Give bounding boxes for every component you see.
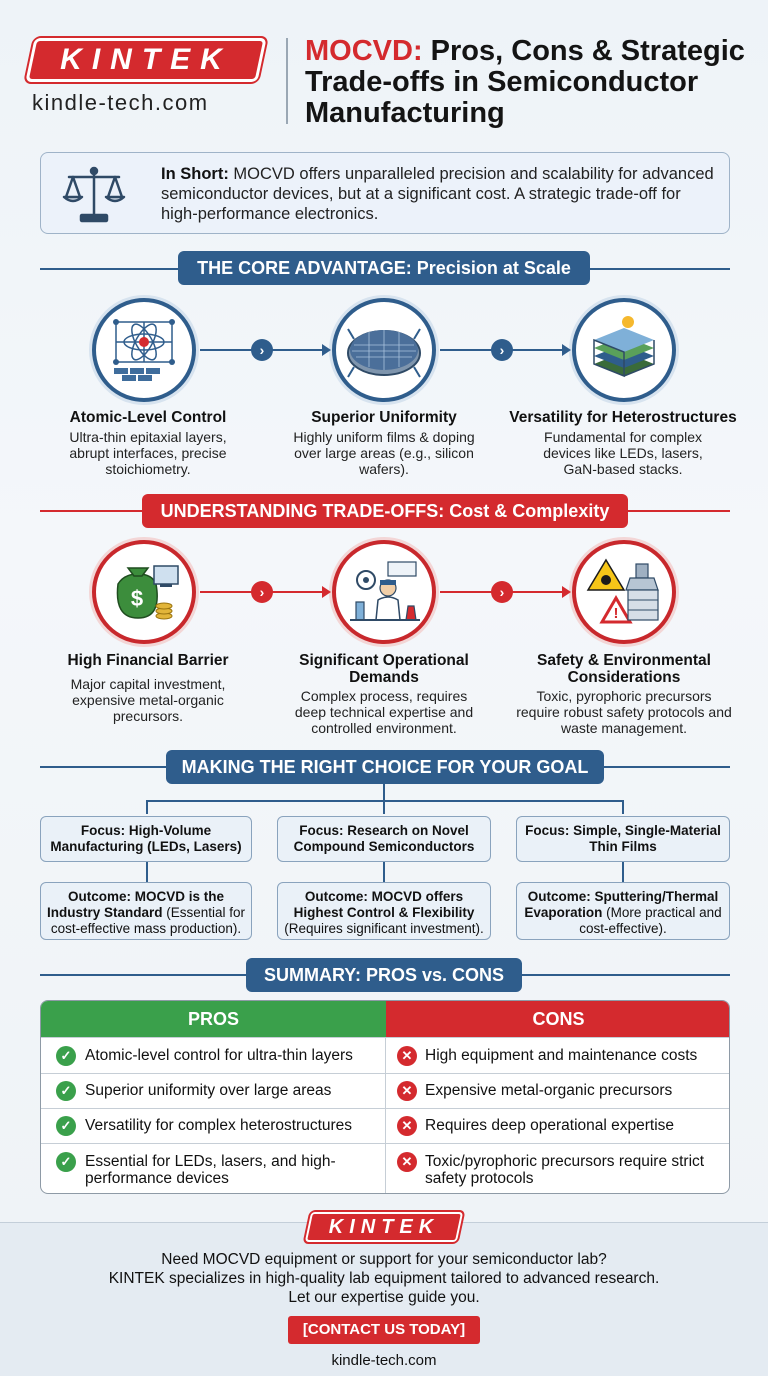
core-desc-3: Fundamental for complex devices like LEDs, lasers, GaN-based stacks. xyxy=(543,429,703,477)
check-icon: ✓ xyxy=(56,1152,76,1172)
pros-cons-table xyxy=(40,1000,730,1194)
money-bag-icon xyxy=(104,554,184,630)
check-icon: ✓ xyxy=(56,1081,76,1101)
choice-outcome-2 xyxy=(277,882,491,940)
footer-message xyxy=(84,1250,684,1307)
in-short-box xyxy=(40,152,730,234)
core-desc-2: Highly uniform films & doping over large areas (e.g., silicon wafers). xyxy=(293,429,475,477)
contact-us-button[interactable]: [CONTACT US TODAY] xyxy=(288,1316,480,1344)
balance-scale-icon xyxy=(61,163,127,225)
tree-connector-2 xyxy=(383,862,385,882)
footer-url[interactable]: kindle-tech.com xyxy=(331,1352,437,1369)
con-item: Toxic/pyrophoric precursors require strict safety protocols xyxy=(425,1153,705,1187)
atom-lattice-icon xyxy=(106,312,182,388)
arrow-head-icon xyxy=(322,586,331,598)
tree-trunk xyxy=(383,784,385,800)
table-row xyxy=(41,1143,730,1194)
cross-icon: ✕ xyxy=(397,1046,417,1066)
chevron-right-icon: › xyxy=(251,581,273,603)
table-row xyxy=(41,1108,730,1143)
footer-line-2: KINTEK specializes in high-quality lab equipment tailored to advanced research. xyxy=(108,1270,660,1287)
tradeoff-circle-3 xyxy=(572,540,676,644)
title-rest: Pros, Cons & Strategic Trade-offs in Semiconductor Manufacturing xyxy=(305,35,745,129)
pros-header: PROS xyxy=(41,1001,386,1037)
header-url[interactable]: kindle-tech.com xyxy=(32,90,209,115)
tree-connector-1 xyxy=(146,862,148,882)
check-icon: ✓ xyxy=(56,1046,76,1066)
arrow-head-icon xyxy=(562,344,571,356)
con-item: Expensive metal-organic precursors xyxy=(425,1082,673,1099)
outcome-3-bold: Outcome: Sputtering/Thermal Evaporation xyxy=(524,889,719,920)
core-heading: THE CORE ADVANTAGE: Precision at Scale xyxy=(178,251,590,285)
core-title-3: Versatility for Heterostructures xyxy=(509,409,737,426)
tradeoffs-heading: UNDERSTANDING TRADE-OFFS: Cost & Complexity xyxy=(142,494,628,528)
tree-connector-3 xyxy=(622,862,624,882)
svg-text:!: ! xyxy=(613,605,619,622)
chevron-right-icon: › xyxy=(491,581,513,603)
kintek-logo[interactable] xyxy=(30,38,262,82)
con-item: High equipment and maintenance costs xyxy=(425,1047,698,1064)
core-title-2: Superior Uniformity xyxy=(311,409,457,426)
core-desc-1: Ultra-thin epitaxial layers, abrupt interfaces, precise stoichiometry. xyxy=(69,429,227,477)
table-row xyxy=(41,1037,730,1073)
hazard-icon xyxy=(584,554,664,630)
tradeoff-circle-1 xyxy=(92,540,196,644)
core-title-1: Atomic-Level Control xyxy=(69,409,227,426)
arrow-head-icon xyxy=(322,344,331,356)
in-short-label: In Short: xyxy=(161,165,229,183)
tree-branch xyxy=(146,800,624,802)
chevron-right-icon: › xyxy=(491,339,513,361)
choice-focus-3: Focus: Simple, Single-Material Thin Films xyxy=(516,816,730,862)
tradeoff-title-2: Significant Operational Demands xyxy=(299,652,469,686)
tradeoff-desc-1: Major capital investment, expensive metal-organic precursors. xyxy=(70,676,226,724)
header-divider xyxy=(286,38,288,124)
choice-outcome-3 xyxy=(516,882,730,940)
core-circle-3 xyxy=(572,298,676,402)
outcome-2-rest: (Requires significant investment). xyxy=(284,921,484,936)
choice-focus-1: Focus: High-Volume Manufacturing (LEDs, Lasers) xyxy=(40,816,252,862)
tree-leaf-1 xyxy=(146,800,148,814)
core-circle-2 xyxy=(332,298,436,402)
pro-item: Atomic-level control for ultra-thin layers xyxy=(85,1047,353,1064)
wafer-icon xyxy=(344,315,424,385)
choice-focus-2: Focus: Research on Novel Compound Semiconductors xyxy=(277,816,491,862)
arrow-head-icon xyxy=(562,586,571,598)
pro-item: Essential for LEDs, lasers, and high-performance devices xyxy=(85,1153,336,1187)
choice-heading: MAKING THE RIGHT CHOICE FOR YOUR GOAL xyxy=(166,750,604,784)
tradeoff-title-3: Safety & Environmental Considerations xyxy=(537,652,711,686)
outcome-1-rest: (Essential for cost-effective mass production). xyxy=(50,905,246,936)
tradeoff-desc-3: Toxic, pyrophoric precursors require robust safety protocols and waste management. xyxy=(516,688,732,736)
cross-icon: ✕ xyxy=(397,1152,417,1172)
in-short-text xyxy=(161,164,721,224)
pro-item: Versatility for complex heterostructures xyxy=(85,1117,353,1134)
tradeoff-desc-2: Complex process, requires deep technical expertise and controlled environment. xyxy=(294,688,474,736)
tradeoff-title-1: High Financial Barrier xyxy=(67,652,229,669)
in-short-body: MOCVD offers unparalleled precision and scalability for advanced semiconductor devices, but at a significant cost. A strategic trade-off for high-performance electronics. xyxy=(161,165,714,223)
outcome-2-bold: Outcome: MOCVD offers Highest Control & Flexibility xyxy=(293,889,475,920)
check-icon: ✓ xyxy=(56,1116,76,1136)
footer-line-1: Need MOCVD equipment or support for your semiconductor lab? xyxy=(161,1251,607,1268)
logo-text: KINTEK xyxy=(60,43,232,76)
pro-item: Superior uniformity over large areas xyxy=(85,1082,332,1099)
chevron-right-icon: › xyxy=(251,339,273,361)
footer-logo[interactable] xyxy=(308,1212,460,1242)
page-title xyxy=(305,36,755,129)
core-circle-1 xyxy=(92,298,196,402)
table-row xyxy=(41,1073,730,1108)
svg-text:$: $ xyxy=(130,586,144,611)
technician-icon xyxy=(344,554,424,630)
footer-logo-text: KINTEK xyxy=(328,1216,440,1238)
title-accent: MOCVD: xyxy=(305,35,423,67)
choice-outcome-1 xyxy=(40,882,252,940)
cross-icon: ✕ xyxy=(397,1116,417,1136)
summary-heading: SUMMARY: PROS vs. CONS xyxy=(246,958,522,992)
outcome-3-rest: (More practical and cost-effective). xyxy=(579,905,722,936)
outcome-1-bold: Outcome: MOCVD is the Industry Standard xyxy=(46,889,224,920)
con-item: Requires deep operational expertise xyxy=(425,1117,675,1134)
tree-leaf-3 xyxy=(622,800,624,814)
tree-leaf-2 xyxy=(383,800,385,814)
tradeoff-circle-2 xyxy=(332,540,436,644)
cons-header: CONS xyxy=(386,1001,730,1037)
layer-stack-icon xyxy=(584,312,664,388)
footer-line-3: Let our expertise guide you. xyxy=(288,1289,480,1306)
cross-icon: ✕ xyxy=(397,1081,417,1101)
